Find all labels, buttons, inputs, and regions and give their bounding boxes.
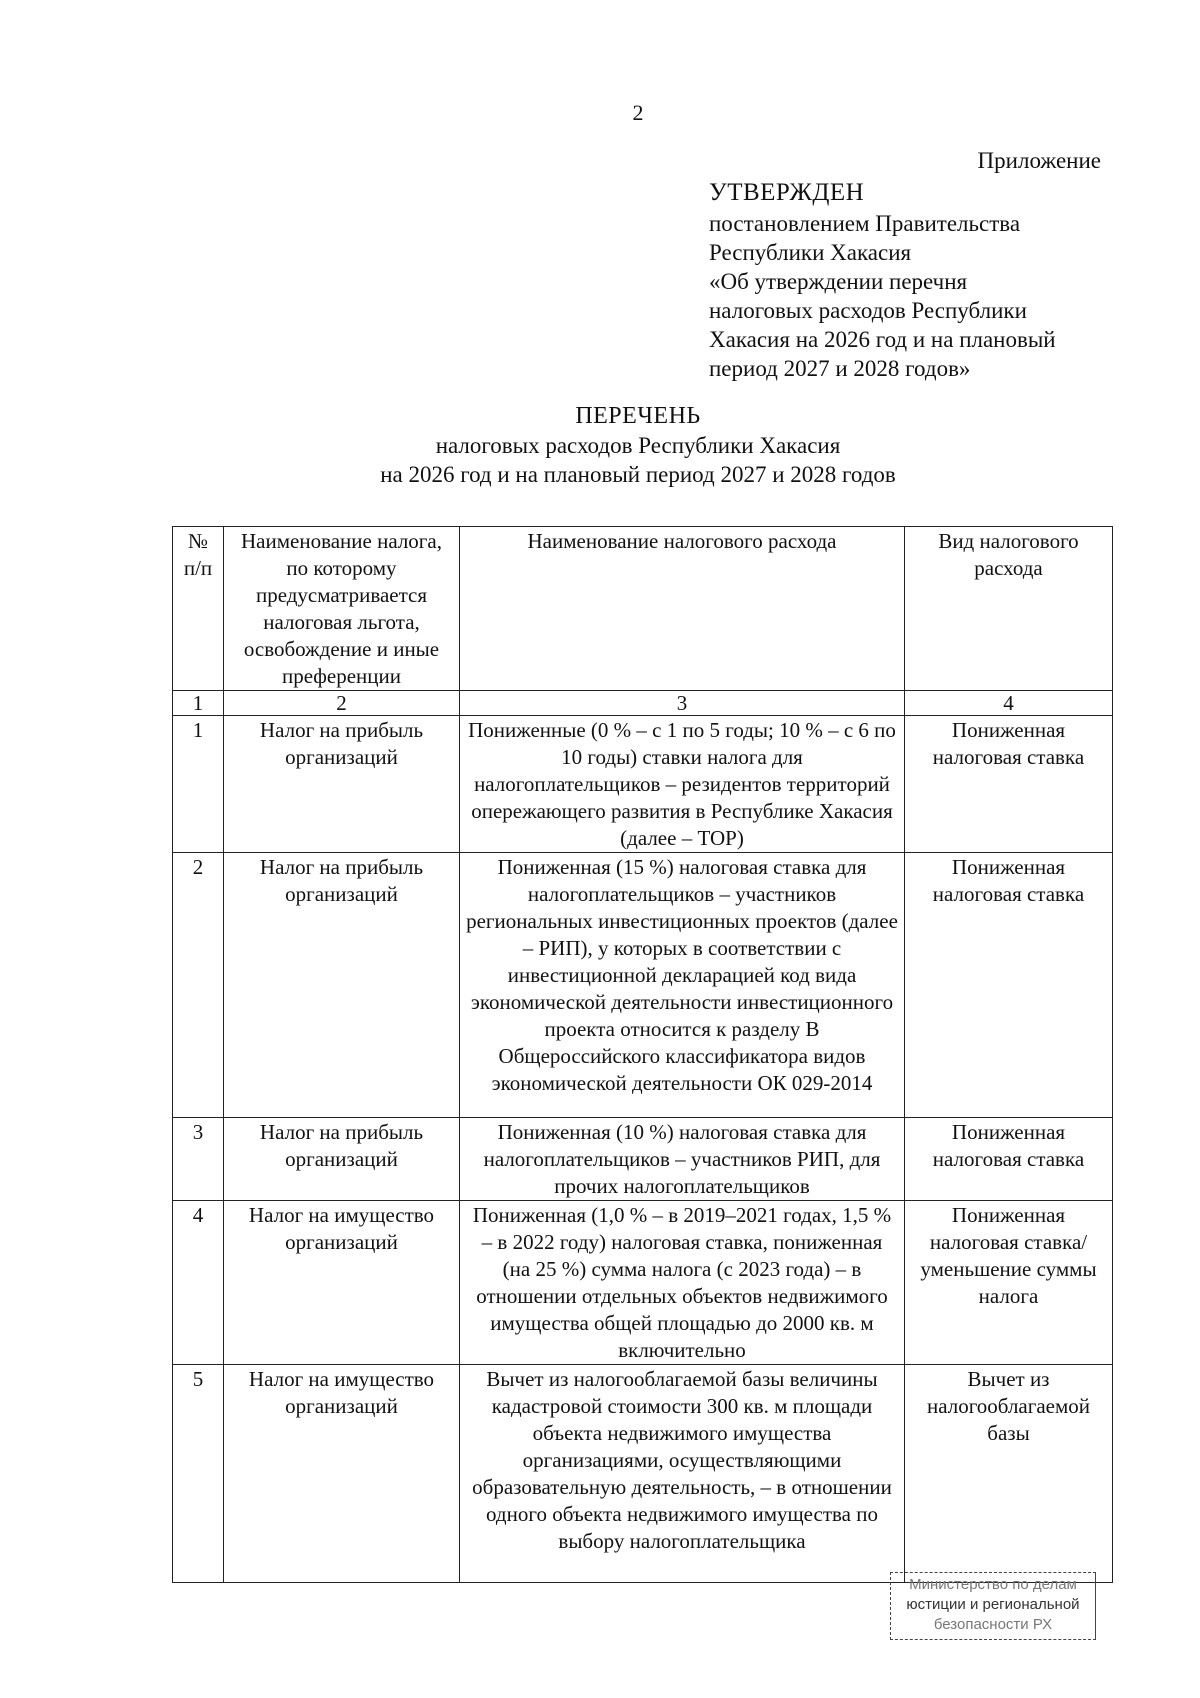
table-row <box>173 1365 1113 1583</box>
row-kind: Пониженная налоговая ставка <box>905 1118 1113 1201</box>
row-name: Пониженная (10 %) налоговая ставка для налогоплательщиков – участников РИП, для прочих налогоплательщиков <box>460 1118 905 1201</box>
header-name: Наименование налогового расхода <box>460 527 905 691</box>
appendix-label: Приложение <box>977 148 1101 173</box>
row-num: 1 <box>173 716 224 853</box>
row-name: Вычет из налогооблагаемой базы величины кадастровой стоимости 300 кв. м площади объекта недвижимого имущества организациями, осуществляющими образовательную деятельность, – в отношении одного объекта недвижимого имущества по выбору налогоплательщика <box>460 1365 905 1583</box>
header-num: № п/п <box>173 527 224 691</box>
row-kind: Пониженная налоговая ставка <box>905 716 1113 853</box>
column-number: 1 <box>173 691 224 716</box>
approval-block <box>709 177 1129 383</box>
row-kind: Пониженная налоговая ставка/уменьшение суммы налога <box>905 1201 1113 1365</box>
column-numbering-row <box>173 691 1113 716</box>
row-tax: Налог на имущество организаций <box>224 1201 460 1365</box>
document-title <box>0 402 1200 489</box>
row-name: Пониженная (1,0 % – в 2019–2021 годах, 1,5 % – в 2022 году) налоговая ставка, пониженная (на 25 %) сумма налога (с 2023 года) – в отношении отдельных объектов недвижимого имущества общей площадью до 2000 кв. м включительно <box>460 1201 905 1365</box>
row-tax: Налог на прибыль организаций <box>224 1118 460 1201</box>
title-main: ПЕРЕЧЕНЬ <box>575 403 701 429</box>
approval-line: Республики Хакасия <box>709 240 912 265</box>
row-num: 5 <box>173 1365 224 1583</box>
row-tax: Налог на имущество организаций <box>224 1365 460 1583</box>
approval-line: «Об утверждении перечня <box>709 269 968 294</box>
stamp-line: безопасности РХ <box>933 1616 1053 1633</box>
table-row <box>173 853 1113 1118</box>
row-name: Пониженная (15 %) налоговая ставка для налогоплательщиков – участников региональных инвестиционных проектов (далее – РИП), у которых в соответствии с инвестиционной декларацией код вида экономической деятельности инвестиционного проекта относится к разделу В Общероссийского классификатора видов экономической деятельности ОК 029-2014 <box>460 853 905 1118</box>
column-number: 2 <box>224 691 460 716</box>
column-number: 4 <box>905 691 1113 716</box>
registration-stamp <box>890 1572 1096 1640</box>
row-num: 4 <box>173 1201 224 1365</box>
row-tax: Налог на прибыль организаций <box>224 716 460 853</box>
row-num: 3 <box>173 1118 224 1201</box>
title-line: на 2026 год и на плановый период 2027 и 2028 годов <box>380 462 896 487</box>
title-line: налоговых расходов Республики Хакасия <box>435 433 841 458</box>
stamp-line: юстиции и региональной <box>906 1596 1080 1613</box>
approved-heading: УТВЕРЖДЕН <box>709 179 865 206</box>
table-row <box>173 716 1113 853</box>
table-row <box>173 1118 1113 1201</box>
row-kind: Вычет из налогооблагаемой базы <box>905 1365 1113 1583</box>
header-kind: Вид налогового расхода <box>905 527 1113 691</box>
approval-line: Хакасия на 2026 год и на плановый <box>709 327 1056 352</box>
page-number: 2 <box>632 100 644 125</box>
approval-line: постановлением Правительства <box>709 211 1021 236</box>
table-header-row <box>173 527 1113 691</box>
row-tax: Налог на прибыль организаций <box>224 853 460 1118</box>
header-tax: Наименование налога, по которому предусматривается налоговая льгота, освобождение и иные преференции <box>224 527 460 691</box>
row-num: 2 <box>173 853 224 1118</box>
row-name: Пониженные (0 % – с 1 по 5 годы; 10 % – с 6 по 10 годы) ставки налога для налогоплательщиков – резидентов территорий опережающего развития в Республике Хакасия (далее – ТОР) <box>460 716 905 853</box>
row-kind: Пониженная налоговая ставка <box>905 853 1113 1118</box>
approval-line: налоговых расходов Республики <box>709 298 1027 323</box>
column-number: 3 <box>460 691 905 716</box>
tax-expenditures-table <box>172 526 1113 1583</box>
table-row <box>173 1201 1113 1365</box>
approval-line: период 2027 и 2028 годов» <box>709 356 971 381</box>
stamp-line: Министерство по делам <box>909 1576 1077 1593</box>
